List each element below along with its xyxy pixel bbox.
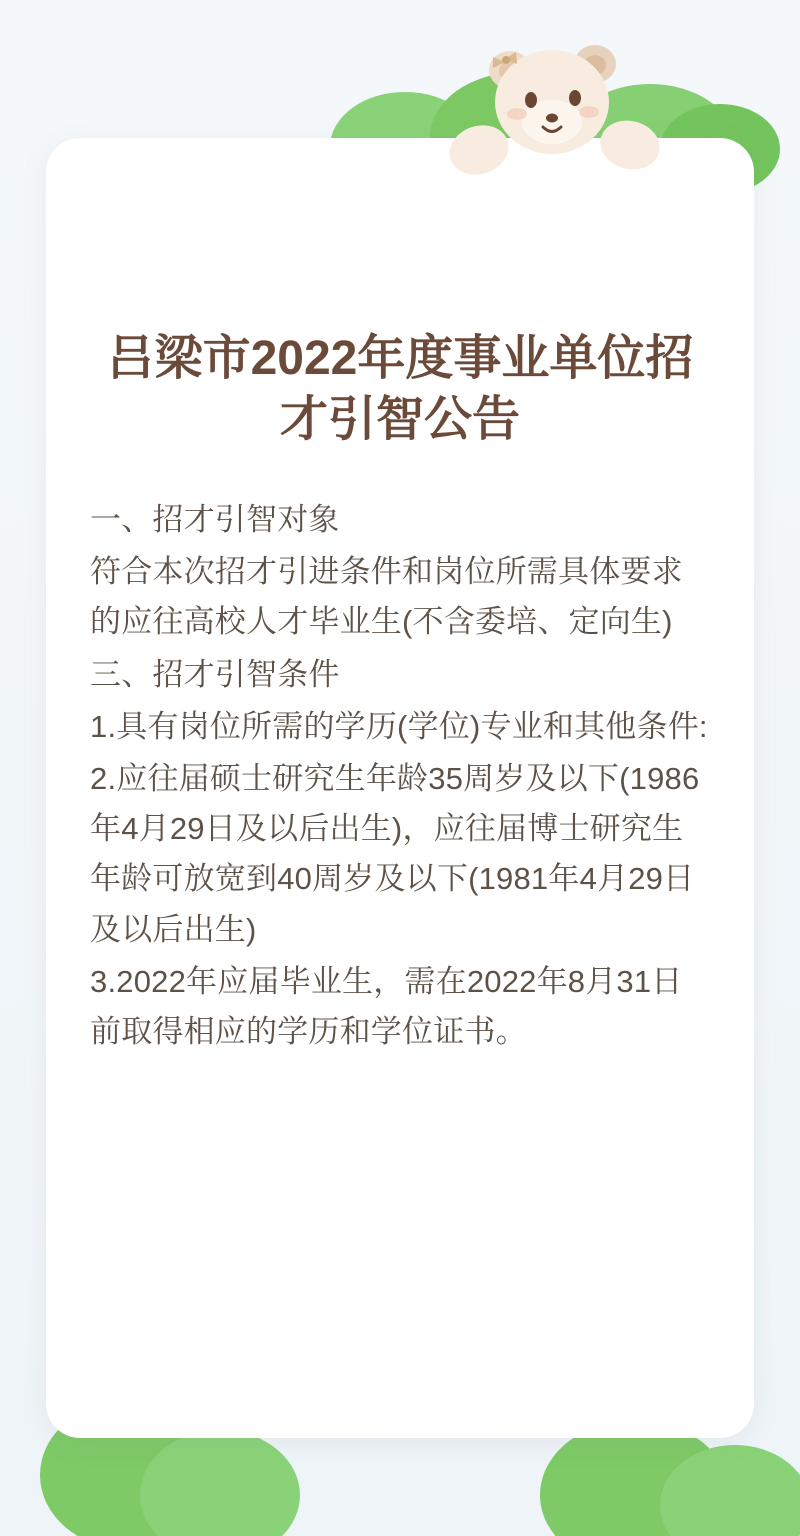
paragraph-section-3-heading: 三、招才引智条件 [90,656,340,692]
paragraph-condition-1: 1.具有岗位所需的学历(学位)专业和其他条件: [90,708,708,744]
paragraph-condition-2: 2.应往届硕士研究生年龄35周岁及以下(1986年4月29日及以后出生)，应往届博士研究生年龄可放宽到40周岁及以下(1981年4月29日及以后出生) [90,760,700,947]
paragraph-condition-3: 3.2022年应届毕业生，需在2022年8月31日前取得相应的学历和学位证书。 [90,963,683,1050]
bear-mascot-icon [438,30,688,180]
paragraph-section-1-text: 符合本次招才引进条件和岗位所需具体要求的应往高校人才毕业生(不含委培、定向生) [90,554,683,640]
page-title: 吕梁市2022年度事业单位招才引智公告 [106,332,694,447]
announcement-body [90,495,710,1057]
paragraph-section-1-heading: 一、招才引智对象 [90,501,340,537]
announcement-card [46,138,754,1438]
card-content [46,138,754,1099]
